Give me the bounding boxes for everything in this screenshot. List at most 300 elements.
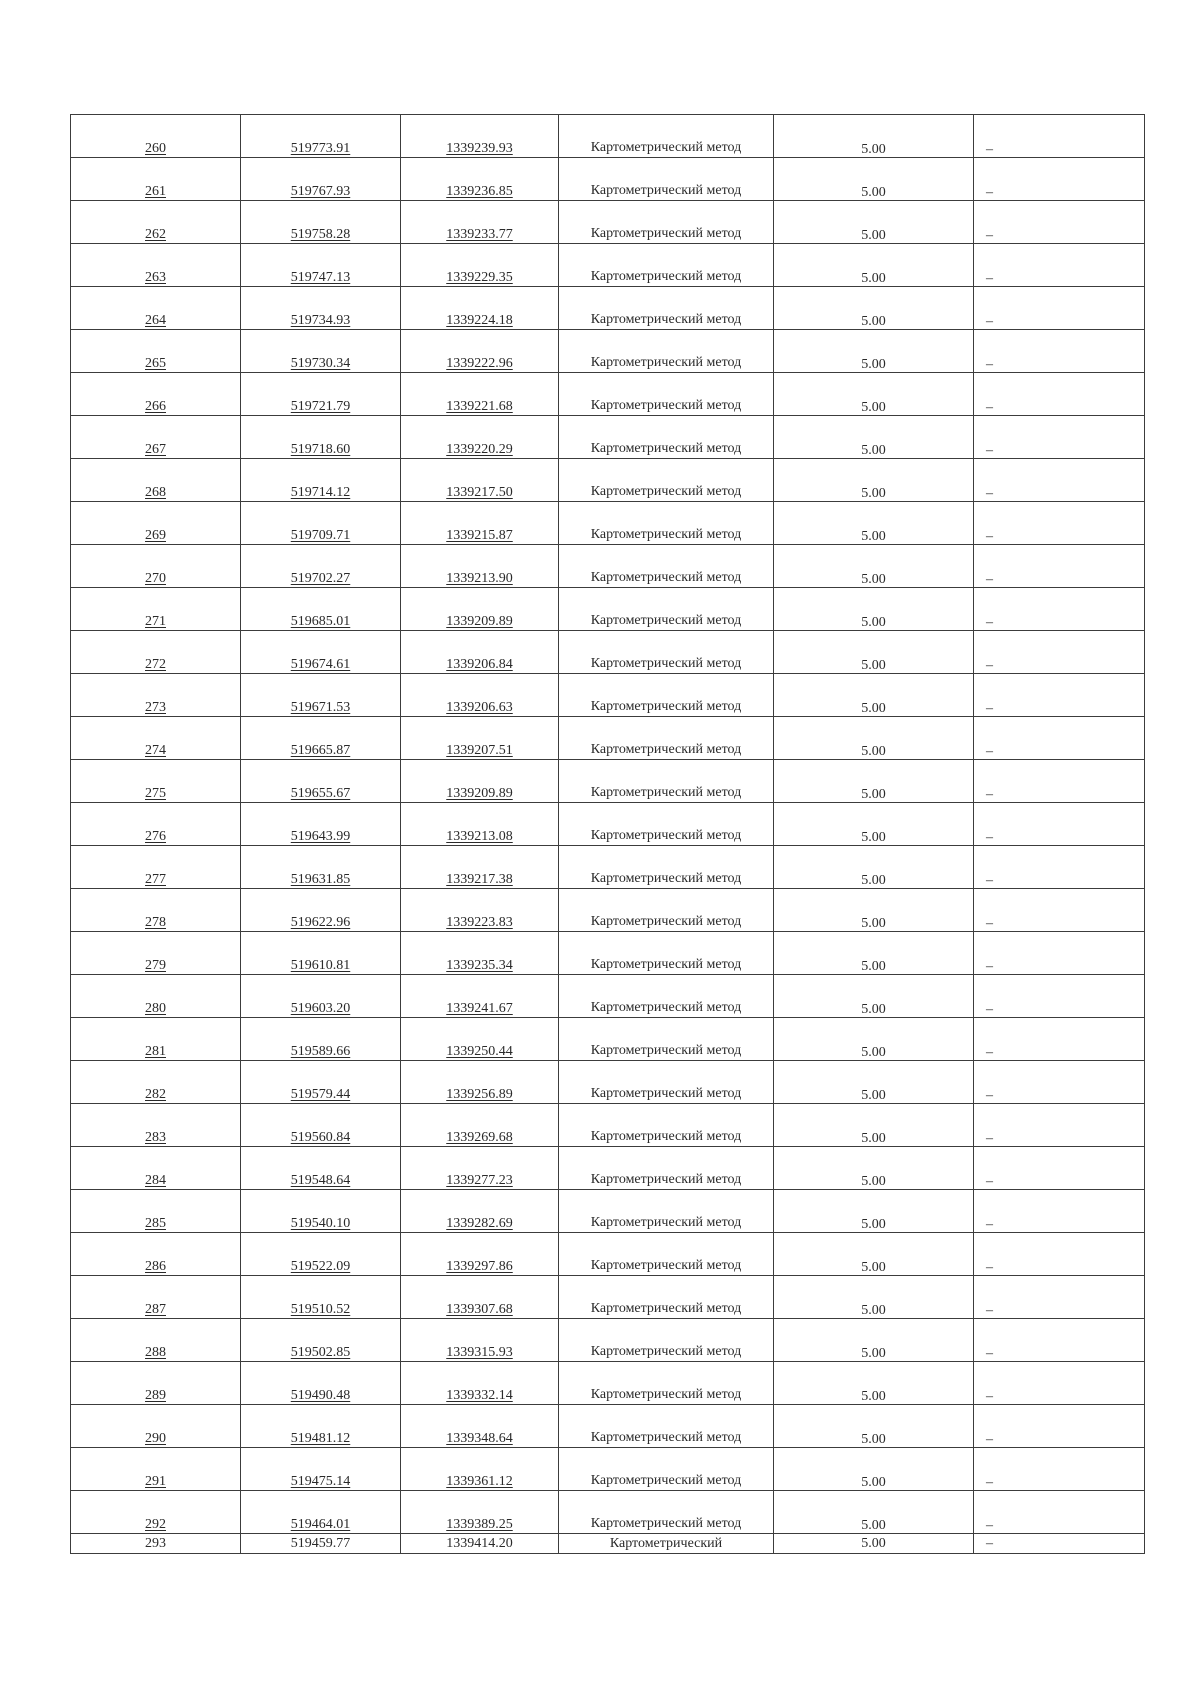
point-number-cell: [71, 115, 241, 158]
description-text: –: [986, 1131, 993, 1146]
table-row: [71, 1061, 1145, 1104]
description-cell: [974, 1104, 1145, 1147]
y-coordinate-cell: [401, 1061, 559, 1104]
method-text: Картометрический метод: [590, 570, 742, 585]
accuracy-value: 5.00: [861, 400, 886, 415]
x-coordinate: 519714.12: [290, 485, 351, 500]
method-text: Картометрический метод: [590, 1129, 742, 1144]
y-coordinate-cell: [401, 244, 559, 287]
description-cell: [974, 1405, 1145, 1448]
point-number: 276: [145, 829, 166, 844]
table-row: [71, 115, 1145, 158]
method-text: Картометрический метод: [590, 699, 742, 714]
y-coordinate-cell: [401, 846, 559, 889]
y-coordinate: 1339236.85: [446, 184, 513, 199]
y-coordinate: 1339282.69: [446, 1216, 513, 1231]
point-number-cell: [71, 1104, 241, 1147]
y-coordinate: 1339217.50: [446, 485, 513, 500]
y-coordinate-cell: [401, 932, 559, 975]
method-cell: [559, 760, 774, 803]
point-number: 287: [145, 1302, 166, 1317]
y-coordinate: 1339297.86: [446, 1259, 513, 1274]
x-coordinate: 519721.79: [290, 399, 351, 414]
accuracy-cell: [774, 717, 974, 760]
table-row: [71, 416, 1145, 459]
description-text: –: [986, 228, 993, 243]
accuracy-cell: [774, 1362, 974, 1405]
y-coordinate: 1339315.93: [446, 1345, 513, 1360]
coordinates-table: [70, 114, 1145, 1554]
x-coordinate: 519603.20: [290, 1001, 351, 1016]
x-coordinate-cell: [241, 244, 401, 287]
y-coordinate-cell: [401, 545, 559, 588]
x-coordinate-cell: [241, 1104, 401, 1147]
x-coordinate-cell: [241, 373, 401, 416]
table-row: [71, 545, 1145, 588]
accuracy-cell: [774, 373, 974, 416]
y-coordinate: 1339209.89: [446, 786, 513, 801]
description-text: –: [986, 529, 993, 544]
y-coordinate: 1339223.83: [446, 915, 513, 930]
accuracy-value: 5.00: [861, 1174, 886, 1189]
method-text: Картометрический метод: [590, 140, 742, 155]
description-text: –: [986, 916, 993, 931]
method-text: Картометрический метод: [590, 1258, 742, 1273]
y-coordinate-cell: [401, 631, 559, 674]
y-coordinate-cell: [401, 1448, 559, 1491]
description-text: –: [986, 1088, 993, 1103]
accuracy-value: 5.00: [861, 1389, 886, 1404]
x-coordinate-cell: [241, 1448, 401, 1491]
point-number: 261: [145, 184, 166, 199]
accuracy-value: 5.00: [861, 1045, 886, 1060]
method-text: Картометрический метод: [590, 613, 742, 628]
description-cell: [974, 975, 1145, 1018]
y-coordinate: 1339241.67: [446, 1001, 513, 1016]
description-text: –: [986, 959, 993, 974]
y-coordinate: 1339206.84: [446, 657, 513, 672]
accuracy-cell: [774, 115, 974, 158]
x-coordinate-cell: [241, 846, 401, 889]
x-coordinate: 519522.09: [290, 1259, 351, 1274]
method-text: Картометрический метод: [590, 1430, 742, 1445]
x-coordinate-cell: [241, 115, 401, 158]
y-coordinate: 1339348.64: [446, 1431, 513, 1446]
table-row: [71, 674, 1145, 717]
method-cell: [559, 1405, 774, 1448]
method-text: Картометрический метод: [590, 1344, 742, 1359]
x-coordinate: 519734.93: [290, 313, 351, 328]
x-coordinate: 519730.34: [290, 356, 351, 371]
method-cell: [559, 416, 774, 459]
point-number-cell: [71, 545, 241, 588]
accuracy-cell: [774, 1319, 974, 1362]
description-cell: [974, 588, 1145, 631]
method-cell: [559, 158, 774, 201]
x-coordinate: 519767.93: [290, 184, 351, 199]
description-text: –: [986, 1389, 993, 1404]
y-coordinate-cell: [401, 975, 559, 1018]
x-coordinate: 519589.66: [290, 1044, 351, 1059]
y-coordinate-cell: [401, 158, 559, 201]
x-coordinate-cell: [241, 459, 401, 502]
accuracy-value: 5.00: [861, 744, 886, 759]
x-coordinate: 519674.61: [290, 657, 351, 672]
x-coordinate-cell: [241, 1190, 401, 1233]
description-cell: [974, 1534, 1145, 1554]
method-cell: [559, 545, 774, 588]
method-cell: [559, 846, 774, 889]
point-number-cell: [71, 1061, 241, 1104]
method-cell: [559, 674, 774, 717]
table-row: [71, 631, 1145, 674]
description-text: –: [986, 658, 993, 673]
method-cell: [559, 1018, 774, 1061]
x-coordinate: 519481.12: [290, 1431, 351, 1446]
table-row: [71, 373, 1145, 416]
accuracy-value: 5.00: [861, 529, 886, 544]
table-row: [71, 889, 1145, 932]
x-coordinate-cell: [241, 631, 401, 674]
y-coordinate-cell: [401, 717, 559, 760]
accuracy-value: 5.00: [861, 443, 886, 458]
x-coordinate-cell: [241, 1018, 401, 1061]
accuracy-cell: [774, 1276, 974, 1319]
method-text: Картометрический метод: [590, 1301, 742, 1316]
accuracy-value: 5.00: [861, 357, 886, 372]
y-coordinate: 1339277.23: [446, 1173, 513, 1188]
method-cell: [559, 373, 774, 416]
y-coordinate-cell: [401, 760, 559, 803]
x-coordinate-cell: [241, 330, 401, 373]
accuracy-cell: [774, 1190, 974, 1233]
method-text: Картометрический метод: [590, 785, 742, 800]
method-text: Картометрический метод: [590, 183, 742, 198]
method-cell: [559, 1362, 774, 1405]
y-coordinate: 1339209.89: [446, 614, 513, 629]
accuracy-cell: [774, 1104, 974, 1147]
method-text: Картометрический метод: [590, 527, 742, 542]
y-coordinate-cell: [401, 502, 559, 545]
point-number: 274: [145, 743, 166, 758]
table-row: [71, 330, 1145, 373]
method-text: Картометрический метод: [590, 355, 742, 370]
y-coordinate-cell: [401, 588, 559, 631]
x-coordinate-cell: [241, 158, 401, 201]
y-coordinate: 1339206.63: [446, 700, 513, 715]
description-cell: [974, 932, 1145, 975]
description-text: –: [986, 1045, 993, 1060]
method-cell: [559, 1147, 774, 1190]
x-coordinate-cell: [241, 545, 401, 588]
method-text: Картометрический метод: [590, 957, 742, 972]
point-number-cell: [71, 889, 241, 932]
table-row: [71, 502, 1145, 545]
table-row: [71, 803, 1145, 846]
y-coordinate: 1339220.29: [446, 442, 513, 457]
table-row: [71, 717, 1145, 760]
description-cell: [974, 1018, 1145, 1061]
point-number: 264: [145, 313, 166, 328]
x-coordinate: 519773.91: [290, 141, 351, 156]
point-number-cell: [71, 1448, 241, 1491]
x-coordinate-cell: [241, 1491, 401, 1534]
y-coordinate-cell: [401, 1233, 559, 1276]
method-cell: [559, 889, 774, 932]
y-coordinate-cell: [401, 1405, 559, 1448]
description-cell: [974, 1233, 1145, 1276]
description-text: –: [986, 1174, 993, 1189]
x-coordinate: 519475.14: [290, 1474, 351, 1489]
y-coordinate-cell: [401, 373, 559, 416]
y-coordinate-cell: [401, 674, 559, 717]
description-text: –: [986, 486, 993, 501]
method-cell: [559, 803, 774, 846]
description-cell: [974, 158, 1145, 201]
accuracy-cell: [774, 330, 974, 373]
method-cell: [559, 1534, 774, 1554]
accuracy-cell: [774, 158, 974, 201]
point-number-cell: [71, 803, 241, 846]
point-number: 260: [145, 141, 166, 156]
accuracy-cell: [774, 459, 974, 502]
y-coordinate: 1339361.12: [446, 1474, 513, 1489]
accuracy-cell: [774, 760, 974, 803]
method-cell: [559, 1233, 774, 1276]
accuracy-cell: [774, 545, 974, 588]
point-number-cell: [71, 1233, 241, 1276]
y-coordinate: 1339224.18: [446, 313, 513, 328]
description-cell: [974, 1319, 1145, 1362]
point-number: 275: [145, 786, 166, 801]
y-coordinate-cell: [401, 1147, 559, 1190]
table-row: [71, 201, 1145, 244]
x-coordinate: 519655.67: [290, 786, 351, 801]
point-number: 267: [145, 442, 166, 457]
accuracy-value: 5.00: [861, 1536, 886, 1551]
description-text: –: [986, 615, 993, 630]
accuracy-value: 5.00: [861, 787, 886, 802]
accuracy-value: 5.00: [861, 1518, 886, 1533]
x-coordinate: 519579.44: [290, 1087, 351, 1102]
y-coordinate: 1339207.51: [446, 743, 513, 758]
accuracy-cell: [774, 1061, 974, 1104]
point-number: 262: [145, 227, 166, 242]
y-coordinate-cell: [401, 1534, 559, 1554]
accuracy-value: 5.00: [861, 1217, 886, 1232]
method-text: Картометрический метод: [590, 269, 742, 284]
method-text: Картометрический метод: [590, 312, 742, 327]
table-row: [71, 1362, 1145, 1405]
x-coordinate-cell: [241, 975, 401, 1018]
method-text: Картометрический метод: [590, 1086, 742, 1101]
accuracy-cell: [774, 674, 974, 717]
y-coordinate-cell: [401, 1491, 559, 1534]
point-number: 283: [145, 1130, 166, 1145]
point-number-cell: [71, 502, 241, 545]
accuracy-value: 5.00: [861, 1088, 886, 1103]
x-coordinate: 519718.60: [290, 442, 351, 457]
method-text: Картометрический метод: [590, 1387, 742, 1402]
x-coordinate-cell: [241, 1276, 401, 1319]
description-cell: [974, 244, 1145, 287]
description-text: –: [986, 744, 993, 759]
accuracy-cell: [774, 287, 974, 330]
accuracy-cell: [774, 1018, 974, 1061]
method-text: Картометрический метод: [590, 914, 742, 929]
description-cell: [974, 631, 1145, 674]
description-text: –: [986, 1303, 993, 1318]
table-row: [71, 1534, 1145, 1554]
y-coordinate-cell: [401, 1018, 559, 1061]
point-number: 280: [145, 1001, 166, 1016]
x-coordinate: 519560.84: [290, 1130, 351, 1145]
point-number-cell: [71, 416, 241, 459]
description-cell: [974, 846, 1145, 889]
x-coordinate: 519702.27: [290, 571, 351, 586]
method-text: Картометрический метод: [590, 1215, 742, 1230]
method-cell: [559, 1448, 774, 1491]
x-coordinate-cell: [241, 674, 401, 717]
description-cell: [974, 287, 1145, 330]
point-number: 263: [145, 270, 166, 285]
point-number-cell: [71, 674, 241, 717]
accuracy-value: 5.00: [861, 1260, 886, 1275]
point-number-cell: [71, 975, 241, 1018]
table-row: [71, 1190, 1145, 1233]
y-coordinate-cell: [401, 1319, 559, 1362]
description-cell: [974, 889, 1145, 932]
description-cell: [974, 459, 1145, 502]
description-text: –: [986, 787, 993, 802]
x-coordinate-cell: [241, 201, 401, 244]
y-coordinate-cell: [401, 1362, 559, 1405]
method-text: Картометрический метод: [590, 871, 742, 886]
accuracy-value: 5.00: [861, 1346, 886, 1361]
point-number: 278: [145, 915, 166, 930]
table-row: [71, 588, 1145, 631]
table-row: [71, 1018, 1145, 1061]
accuracy-value: 5.00: [861, 701, 886, 716]
point-number-cell: [71, 932, 241, 975]
point-number: 281: [145, 1044, 166, 1059]
x-coordinate-cell: [241, 1233, 401, 1276]
point-number-cell: [71, 330, 241, 373]
table-row: [71, 287, 1145, 330]
point-number: 293: [145, 1536, 166, 1551]
method-cell: [559, 1276, 774, 1319]
description-text: –: [986, 572, 993, 587]
description-text: –: [986, 830, 993, 845]
x-coordinate-cell: [241, 1362, 401, 1405]
accuracy-cell: [774, 889, 974, 932]
description-cell: [974, 1147, 1145, 1190]
point-number-cell: [71, 1405, 241, 1448]
table-row: [71, 244, 1145, 287]
accuracy-value: 5.00: [861, 658, 886, 673]
method-cell: [559, 975, 774, 1018]
description-text: –: [986, 185, 993, 200]
y-coordinate: 1339389.25: [446, 1517, 513, 1532]
description-cell: [974, 115, 1145, 158]
y-coordinate: 1339332.14: [446, 1388, 513, 1403]
x-coordinate: 519631.85: [290, 872, 351, 887]
point-number: 290: [145, 1431, 166, 1446]
x-coordinate: 519459.77: [290, 1536, 351, 1551]
method-text: Картометрический метод: [590, 226, 742, 241]
method-text: Картометрический метод: [590, 1043, 742, 1058]
description-text: –: [986, 1217, 993, 1232]
description-cell: [974, 330, 1145, 373]
point-number: 279: [145, 958, 166, 973]
accuracy-value: 5.00: [861, 271, 886, 286]
method-text: Картометрический метод: [590, 828, 742, 843]
point-number: 285: [145, 1216, 166, 1231]
description-cell: [974, 1276, 1145, 1319]
y-coordinate: 1339229.35: [446, 270, 513, 285]
accuracy-cell: [774, 1534, 974, 1554]
description-text: –: [986, 873, 993, 888]
y-coordinate-cell: [401, 115, 559, 158]
y-coordinate: 1339233.77: [446, 227, 513, 242]
point-number: 282: [145, 1087, 166, 1102]
accuracy-value: 5.00: [861, 873, 886, 888]
description-text: –: [986, 1475, 993, 1490]
method-cell: [559, 1061, 774, 1104]
table-row: [71, 846, 1145, 889]
description-text: –: [986, 357, 993, 372]
description-text: –: [986, 1260, 993, 1275]
accuracy-value: 5.00: [861, 1432, 886, 1447]
description-text: –: [986, 142, 993, 157]
y-coordinate-cell: [401, 889, 559, 932]
y-coordinate: 1339235.34: [446, 958, 513, 973]
y-coordinate: 1339256.89: [446, 1087, 513, 1102]
x-coordinate-cell: [241, 502, 401, 545]
description-text: –: [986, 1346, 993, 1361]
x-coordinate-cell: [241, 803, 401, 846]
method-cell: [559, 244, 774, 287]
table-row: [71, 158, 1145, 201]
accuracy-cell: [774, 416, 974, 459]
x-coordinate-cell: [241, 588, 401, 631]
accuracy-cell: [774, 631, 974, 674]
method-text: Картометрический метод: [590, 484, 742, 499]
y-coordinate-cell: [401, 287, 559, 330]
y-coordinate: 1339217.38: [446, 872, 513, 887]
method-cell: [559, 1104, 774, 1147]
x-coordinate: 519643.99: [290, 829, 351, 844]
point-number: 286: [145, 1259, 166, 1274]
accuracy-value: 5.00: [861, 1475, 886, 1490]
x-coordinate-cell: [241, 889, 401, 932]
accuracy-value: 5.00: [861, 615, 886, 630]
coordinates-table-body: [71, 115, 1145, 1554]
description-cell: [974, 373, 1145, 416]
x-coordinate: 519502.85: [290, 1345, 351, 1360]
description-cell: [974, 545, 1145, 588]
table-row: [71, 975, 1145, 1018]
method-cell: [559, 201, 774, 244]
description-text: –: [986, 443, 993, 458]
x-coordinate-cell: [241, 416, 401, 459]
method-text: Картометрический метод: [590, 1516, 742, 1531]
table-row: [71, 1276, 1145, 1319]
point-number: 265: [145, 356, 166, 371]
method-cell: [559, 115, 774, 158]
accuracy-cell: [774, 932, 974, 975]
point-number-cell: [71, 244, 241, 287]
